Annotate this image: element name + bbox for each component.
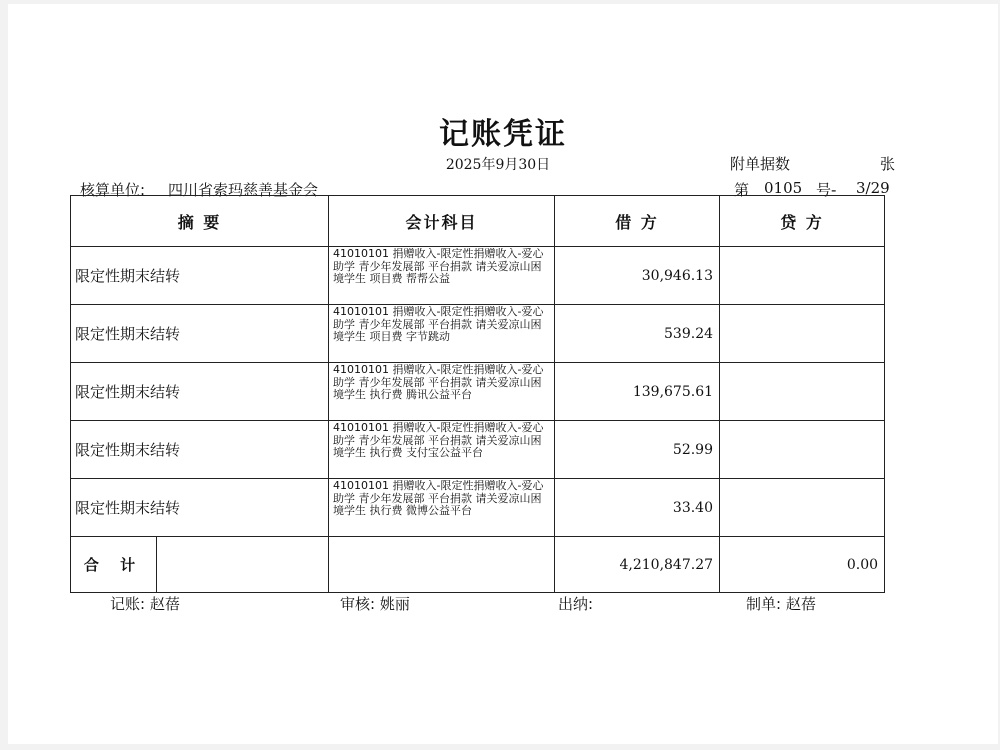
row-debit: 33.40 (555, 479, 720, 537)
row-summary: 限定性期末结转 (71, 421, 329, 479)
row-summary: 限定性期末结转 (71, 479, 329, 537)
table-header-row (71, 196, 885, 247)
total-label: 合 计 (71, 537, 157, 593)
row-credit (720, 305, 885, 363)
total-row (71, 537, 885, 593)
row-account-text: 41010101 捐赠收入-限定性捐赠收入-爱心助学 青少年发展部 平台捐款 请关爱凉山困境学生 项目费 帮帮公益 (333, 248, 544, 285)
row-debit: 539.24 (555, 305, 720, 363)
table-row (71, 421, 885, 479)
row-account (329, 421, 555, 479)
voucher-date: 2025年9月30日 (445, 157, 551, 173)
row-debit: 52.99 (555, 421, 720, 479)
row-credit (720, 479, 885, 537)
table-row (71, 305, 885, 363)
row-credit (720, 363, 885, 421)
voucher-table (70, 195, 885, 593)
row-account (329, 479, 555, 537)
row-account (329, 305, 555, 363)
voucher-title: 记账凭证 (439, 117, 567, 152)
row-account (329, 247, 555, 305)
voucher-page: 3/29 (856, 179, 890, 197)
row-summary: 限定性期末结转 (71, 305, 329, 363)
table-row (71, 363, 885, 421)
header-credit: 贷 方 (720, 196, 885, 247)
row-credit (720, 247, 885, 305)
row-debit: 139,675.61 (555, 363, 720, 421)
preparer-signature: 制单: 赵蓓 (746, 595, 816, 613)
header-debit: 借 方 (555, 196, 720, 247)
cashier-signature: 出纳: (558, 595, 594, 613)
accounting-unit-value: 四川省索玛慈善基金会 (168, 181, 319, 199)
row-account-text: 41010101 捐赠收入-限定性捐赠收入-爱心助学 青少年发展部 平台捐款 请关爱凉山困境学生 执行费 支付宝公益平台 (333, 422, 544, 459)
row-account-text: 41010101 捐赠收入-限定性捐赠收入-爱心助学 青少年发展部 平台捐款 请关爱凉山困境学生 执行费 微博公益平台 (333, 480, 544, 517)
voucher-number-suffix: 号- (816, 181, 837, 199)
row-summary: 限定性期末结转 (71, 363, 329, 421)
total-credit: 0.00 (720, 537, 885, 593)
row-credit (720, 421, 885, 479)
header-summary: 摘 要 (71, 196, 329, 247)
row-debit: 30,946.13 (555, 247, 720, 305)
voucher-number-prefix: 第 (734, 181, 750, 199)
accounting-unit-label: 核算单位: (80, 181, 146, 199)
table-row (71, 247, 885, 305)
table-row (71, 479, 885, 537)
reviewer-signature: 审核: 姚丽 (340, 595, 410, 613)
row-account (329, 363, 555, 421)
bookkeeper-signature: 记账: 赵蓓 (110, 595, 180, 613)
row-account-text: 41010101 捐赠收入-限定性捐赠收入-爱心助学 青少年发展部 平台捐款 请关爱凉山困境学生 项目费 字节跳动 (333, 306, 544, 343)
voucher-number: 0105 (764, 179, 803, 197)
header-account: 会计科目 (329, 196, 555, 247)
row-account-text: 41010101 捐赠收入-限定性捐赠收入-爱心助学 青少年发展部 平台捐款 请关爱凉山困境学生 执行费 腾讯公益平台 (333, 364, 544, 401)
total-account-cell (329, 537, 555, 593)
total-blank-cell (157, 537, 329, 593)
attachment-count-label: 附单据数 (730, 155, 791, 173)
attachment-count-unit: 张 (880, 155, 896, 173)
row-summary: 限定性期末结转 (71, 247, 329, 305)
total-debit: 4,210,847.27 (555, 537, 720, 593)
